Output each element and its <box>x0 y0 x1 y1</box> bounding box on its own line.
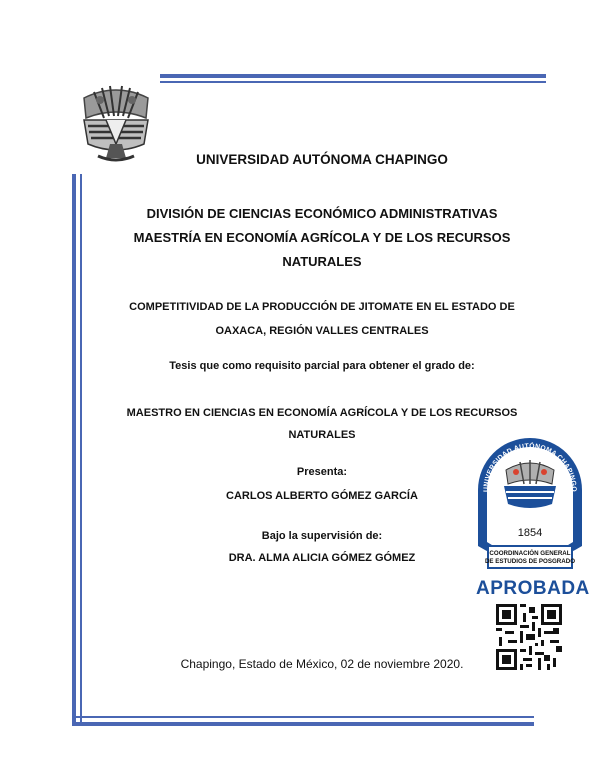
author-name: CARLOS ALBERTO GÓMEZ GARCÍA <box>226 490 418 502</box>
frame-bottom-line-2 <box>72 716 534 718</box>
seal-office-line: COORDINACIÓN GENERAL <box>489 550 571 557</box>
supervision-label: Bajo la supervisión de: <box>261 530 383 542</box>
degree-line: MAESTRO EN CIENCIAS EN ECONOMÍA AGRÍCOLA Y DE LOS RECURSOS <box>126 407 518 419</box>
frame-left-line-2 <box>80 174 82 722</box>
qr-code-icon <box>496 604 562 670</box>
division-block <box>92 202 552 274</box>
thesis-title-line: OAXACA, REGIÓN VALLES CENTRALES <box>215 325 429 337</box>
thesis-title <box>92 295 552 343</box>
thesis-title-line: COMPETITIVIDAD DE LA PRODUCCIÓN DE JITOMATE EN EL ESTADO DE <box>129 301 515 313</box>
degree-line: NATURALES <box>288 429 356 441</box>
seal-office-line: DE ESTUDIOS DE POSGRADO <box>484 558 576 565</box>
program-line-cont: NATURALES <box>282 254 362 269</box>
program-line: MAESTRÍA EN ECONOMÍA AGRÍCOLA Y DE LOS RECURSOS <box>133 230 511 245</box>
institution-name: UNIVERSIDAD AUTÓNOMA CHAPINGO <box>196 152 448 167</box>
division-line: DIVISIÓN DE CIENCIAS ECONÓMICO ADMINISTRATIVAS <box>146 206 498 221</box>
frame-top-line-2 <box>160 81 546 83</box>
supervisor-name: DRA. ALMA ALICIA GÓMEZ GÓMEZ <box>228 552 416 564</box>
presenta-label: Presenta: <box>296 466 348 478</box>
requirement-text: Tesis que como requisito parcial para obtener el grado de: <box>169 360 475 372</box>
seal-year: 1854 <box>517 527 543 539</box>
frame-top-line-1 <box>160 74 546 78</box>
place-date: Chapingo, Estado de México, 02 de noviembre 2020. <box>180 657 464 671</box>
frame-bottom-line-1 <box>72 722 534 726</box>
seal-stamp-icon <box>474 432 586 580</box>
seal-ring-text: UNIVERSIDAD AUTÓNOMA CHAPINGO <box>482 442 578 493</box>
frame-left-line-1 <box>72 174 76 726</box>
approval-status: APROBADA <box>476 578 590 599</box>
